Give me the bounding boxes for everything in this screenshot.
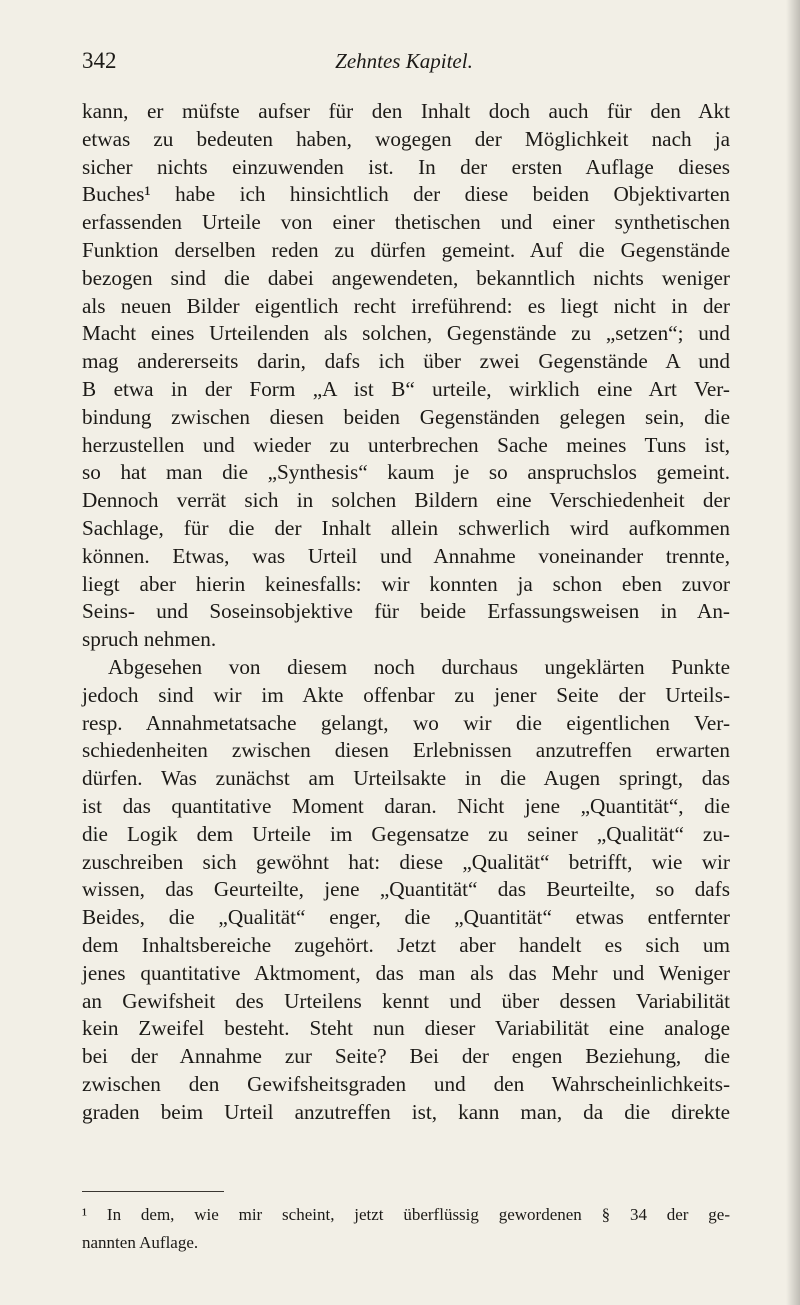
text-line: können. Etwas, was Urteil und Annahme voneinander trennte, xyxy=(82,543,730,568)
text-line: so hat man die „Synthesis“ kaum je so anspruchslos gemeint. xyxy=(82,460,730,485)
text-line: spruch nehmen. xyxy=(82,627,217,652)
text-line: resp. Annahmetatsache gelangt, wo wir die eigentlichen Ver- xyxy=(82,710,730,735)
footnote-line: nannten Auflage. xyxy=(82,1232,199,1252)
text-line: jedoch sind wir im Akte offenbar zu jener Seite der Urteils- xyxy=(82,682,730,707)
text-line: bezogen sind die dabei angewendeten, bekanntlich nichts weniger xyxy=(82,265,730,290)
text-line: liegt aber hierin keinesfalls: wir konnten ja schon eben zuvor xyxy=(82,571,730,596)
page-number: 342 xyxy=(82,48,117,73)
body-text xyxy=(82,98,730,1126)
text-line: die Logik dem Urteile im Gegensatze zu seiner „Qualität“ zu- xyxy=(82,821,730,846)
text-line: kein Zweifel besteht. Steht nun dieser Variabilität eine analoge xyxy=(82,1016,730,1041)
text-line: wissen, das Geurteilte, jene „Quantität“ das Beurteilte, so dafs xyxy=(82,877,730,902)
text-line: etwas zu bedeuten haben, wogegen der Möglichkeit nach ja xyxy=(82,126,730,151)
text-line: Buches¹ habe ich hinsichtlich der diese beiden Objektivarten xyxy=(82,182,730,207)
page-header xyxy=(82,48,726,80)
text-line: an Gewifsheit des Urteilens kennt und über dessen Variabilität xyxy=(82,988,730,1013)
text-line: Abgesehen von diesem noch durchaus ungeklärten Punkte xyxy=(108,654,730,679)
text-line: kann, er müfste aufser für den Inhalt doch auch für den Akt xyxy=(82,99,730,123)
footnotes xyxy=(82,1203,730,1259)
footnote-rule xyxy=(82,1191,224,1192)
text-line: Seins- und Soseinsobjektive für beide Erfassungsweisen in An- xyxy=(82,599,730,624)
text-line: Macht eines Urteilenden als solchen, Gegenstände zu „setzen“; und xyxy=(82,321,730,346)
text-line: Beides, die „Qualität“ enger, die „Quantität“ etwas entfernter xyxy=(82,905,730,930)
text-line: zwischen den Gewifsheitsgraden und den Wahrscheinlichkeits- xyxy=(82,1071,730,1096)
text-line: Sachlage, für die der Inhalt allein schwerlich wird aufkommen xyxy=(82,515,730,540)
text-line: jenes quantitative Aktmoment, das man als das Mehr und Weniger xyxy=(82,960,730,985)
text-line: sicher nichts einzuwenden ist. In der ersten Auflage dieses xyxy=(82,154,730,179)
text-line: als neuen Bilder eigentlich recht irreführend: es liegt nicht in der xyxy=(82,293,730,318)
text-line: Funktion derselben reden zu dürfen gemeint. Auf die Gegenstände xyxy=(82,237,730,262)
text-line: dem Inhaltsbereiche zugehört. Jetzt aber handelt es sich um xyxy=(82,932,730,957)
text-line: B etwa in der Form „A ist B“ urteile, wirklich eine Art Ver- xyxy=(82,376,730,401)
text-line: mag andererseits darin, dafs ich über zwei Gegenstände A und xyxy=(82,349,730,374)
text-line: Dennoch verrät sich in solchen Bildern eine Verschiedenheit der xyxy=(82,488,730,513)
text-line: zuschreiben sich gewöhnt hat: diese „Qualität“ betrifft, wie wir xyxy=(82,849,730,874)
text-line: bindung zwischen diesen beiden Gegenständen gelegen sein, die xyxy=(82,404,730,429)
text-line: dürfen. Was zunächst am Urteilsakte in die Augen springt, das xyxy=(82,766,730,791)
text-line: ist das quantitative Moment daran. Nicht jene „Quantität“, die xyxy=(82,793,730,818)
text-line: schiedenheiten zwischen diesen Erlebnissen anzutreffen erwarten xyxy=(82,738,730,763)
text-line: herzustellen und wieder zu unterbrechen Sache meines Tuns ist, xyxy=(82,432,730,457)
footnote-line: ¹ In dem, wie mir scheint, jetzt überflüssig gewordenen § 34 der ge- xyxy=(82,1205,730,1224)
page-edge-shadow xyxy=(786,0,800,1305)
running-title: Zehntes Kapitel. xyxy=(335,49,473,73)
text-line: bei der Annahme zur Seite? Bei der engen Beziehung, die xyxy=(82,1044,730,1069)
text-line: erfassenden Urteile von einer thetischen und einer synthetischen xyxy=(82,210,730,235)
text-line: graden beim Urteil anzutreffen ist, kann man, da die direkte xyxy=(82,1099,730,1124)
